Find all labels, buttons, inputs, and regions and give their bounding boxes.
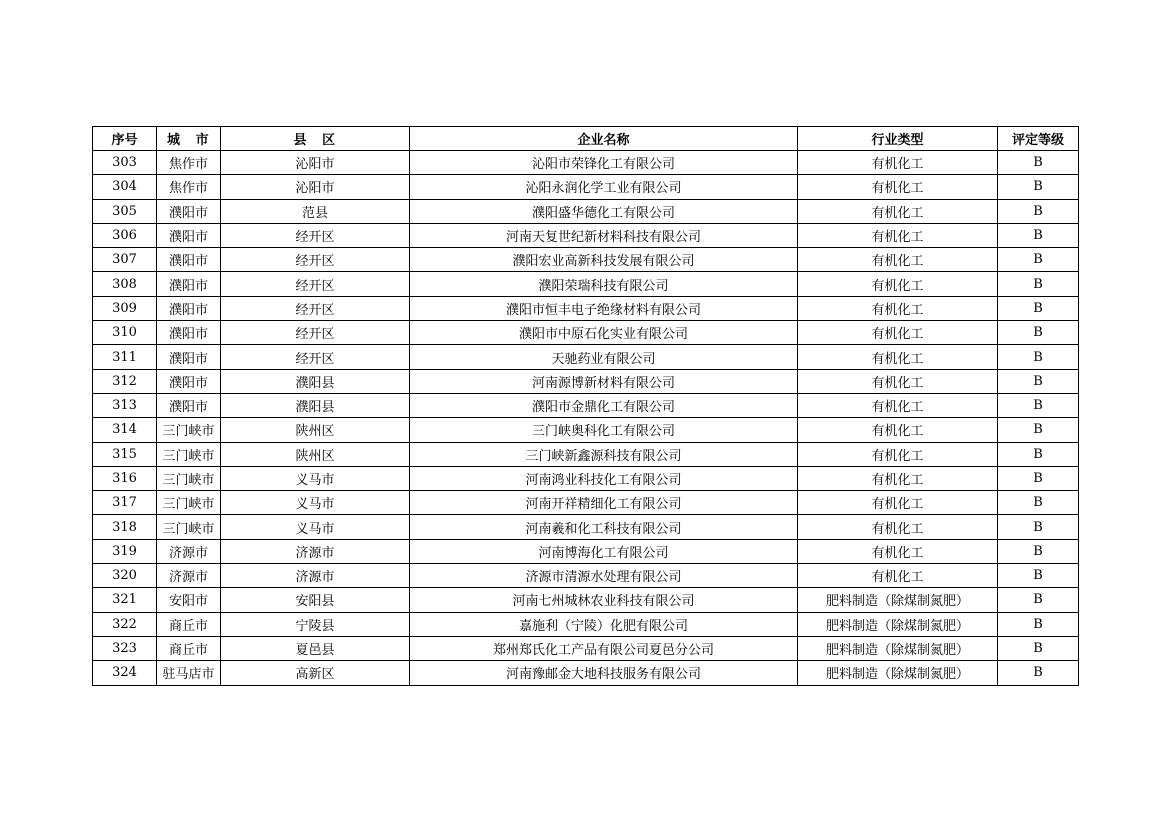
- cell-index: 317: [93, 491, 157, 515]
- cell-county: 经开区: [221, 321, 410, 345]
- cell-city: 驻马店市: [157, 661, 221, 685]
- enterprise-rating-table: [92, 126, 1079, 686]
- cell-industry-type: 有机化工: [798, 491, 998, 515]
- cell-county: 高新区: [221, 661, 410, 685]
- cell-rating-grade: B: [998, 296, 1079, 320]
- cell-county: 夏邑县: [221, 636, 410, 660]
- cell-county: 经开区: [221, 272, 410, 296]
- cell-rating-grade: B: [998, 588, 1079, 612]
- cell-industry-type: 有机化工: [798, 539, 998, 563]
- cell-company-name: 濮阳盛华德化工有限公司: [410, 199, 798, 223]
- header-row: [93, 127, 1079, 151]
- cell-index: 319: [93, 539, 157, 563]
- header-industry-type: 行业类型: [798, 127, 998, 151]
- cell-rating-grade: B: [998, 418, 1079, 442]
- cell-rating-grade: B: [998, 321, 1079, 345]
- table-row: [93, 442, 1079, 466]
- table-row: [93, 636, 1079, 660]
- cell-company-name: 河南鸿业科技化工有限公司: [410, 466, 798, 490]
- table-row: [93, 199, 1079, 223]
- cell-company-name: 河南天复世纪新材料科技有限公司: [410, 223, 798, 247]
- cell-company-name: 河南开祥精细化工有限公司: [410, 491, 798, 515]
- cell-index: 318: [93, 515, 157, 539]
- cell-company-name: 濮阳荣瑞科技有限公司: [410, 272, 798, 296]
- cell-company-name: 河南七州城林农业科技有限公司: [410, 588, 798, 612]
- cell-industry-type: 有机化工: [798, 321, 998, 345]
- cell-industry-type: 有机化工: [798, 418, 998, 442]
- cell-index: 324: [93, 661, 157, 685]
- cell-city: 濮阳市: [157, 296, 221, 320]
- header-rating-grade: 评定等级: [998, 127, 1079, 151]
- cell-rating-grade: B: [998, 151, 1079, 175]
- cell-company-name: 河南羲和化工科技有限公司: [410, 515, 798, 539]
- cell-industry-type: 有机化工: [798, 175, 998, 199]
- table-row: [93, 248, 1079, 272]
- cell-index: 304: [93, 175, 157, 199]
- cell-county: 经开区: [221, 345, 410, 369]
- cell-rating-grade: B: [998, 539, 1079, 563]
- cell-city: 三门峡市: [157, 466, 221, 490]
- cell-industry-type: 肥料制造（除煤制氮肥）: [798, 661, 998, 685]
- cell-index: 305: [93, 199, 157, 223]
- cell-city: 商丘市: [157, 612, 221, 636]
- cell-city: 濮阳市: [157, 272, 221, 296]
- cell-company-name: 沁阳市荣锋化工有限公司: [410, 151, 798, 175]
- cell-rating-grade: B: [998, 369, 1079, 393]
- table-row: [93, 369, 1079, 393]
- table-row: [93, 466, 1079, 490]
- cell-industry-type: 有机化工: [798, 296, 998, 320]
- cell-industry-type: 有机化工: [798, 345, 998, 369]
- table-row: [93, 393, 1079, 417]
- cell-industry-type: 肥料制造（除煤制氮肥）: [798, 612, 998, 636]
- cell-city: 济源市: [157, 539, 221, 563]
- table-row: [93, 296, 1079, 320]
- cell-company-name: 河南博海化工有限公司: [410, 539, 798, 563]
- cell-county: 济源市: [221, 539, 410, 563]
- cell-city: 濮阳市: [157, 248, 221, 272]
- cell-industry-type: 肥料制造（除煤制氮肥）: [798, 636, 998, 660]
- cell-company-name: 河南豫邮金大地科技服务有限公司: [410, 661, 798, 685]
- header-county: 县 区: [221, 127, 410, 151]
- cell-city: 商丘市: [157, 636, 221, 660]
- cell-city: 濮阳市: [157, 369, 221, 393]
- cell-company-name: 嘉施利（宁陵）化肥有限公司: [410, 612, 798, 636]
- cell-index: 322: [93, 612, 157, 636]
- cell-rating-grade: B: [998, 393, 1079, 417]
- cell-index: 311: [93, 345, 157, 369]
- cell-county: 经开区: [221, 296, 410, 320]
- cell-company-name: 沁阳永润化学工业有限公司: [410, 175, 798, 199]
- cell-company-name: 三门峡奥科化工有限公司: [410, 418, 798, 442]
- cell-city: 三门峡市: [157, 418, 221, 442]
- cell-index: 323: [93, 636, 157, 660]
- cell-city: 濮阳市: [157, 393, 221, 417]
- cell-county: 经开区: [221, 248, 410, 272]
- table-row: [93, 515, 1079, 539]
- cell-city: 濮阳市: [157, 223, 221, 247]
- cell-company-name: 济源市清源水处理有限公司: [410, 564, 798, 588]
- cell-county: 安阳县: [221, 588, 410, 612]
- cell-city: 濮阳市: [157, 199, 221, 223]
- cell-industry-type: 有机化工: [798, 466, 998, 490]
- cell-industry-type: 有机化工: [798, 223, 998, 247]
- table-row: [93, 175, 1079, 199]
- cell-index: 314: [93, 418, 157, 442]
- table-row: [93, 272, 1079, 296]
- cell-company-name: 三门峡新鑫源科技有限公司: [410, 442, 798, 466]
- cell-rating-grade: B: [998, 248, 1079, 272]
- cell-company-name: 濮阳市恒丰电子绝缘材料有限公司: [410, 296, 798, 320]
- table-row: [93, 418, 1079, 442]
- cell-industry-type: 有机化工: [798, 442, 998, 466]
- cell-county: 经开区: [221, 223, 410, 247]
- cell-city: 三门峡市: [157, 491, 221, 515]
- cell-index: 315: [93, 442, 157, 466]
- table-row: [93, 564, 1079, 588]
- cell-county: 义马市: [221, 515, 410, 539]
- cell-rating-grade: B: [998, 564, 1079, 588]
- cell-company-name: 濮阳宏业高新科技发展有限公司: [410, 248, 798, 272]
- cell-county: 陕州区: [221, 442, 410, 466]
- cell-index: 307: [93, 248, 157, 272]
- cell-industry-type: 有机化工: [798, 515, 998, 539]
- table-row: [93, 345, 1079, 369]
- cell-industry-type: 有机化工: [798, 199, 998, 223]
- cell-city: 三门峡市: [157, 442, 221, 466]
- cell-county: 濮阳县: [221, 393, 410, 417]
- cell-index: 303: [93, 151, 157, 175]
- cell-index: 312: [93, 369, 157, 393]
- table-row: [93, 491, 1079, 515]
- cell-city: 焦作市: [157, 151, 221, 175]
- table-header: [93, 127, 1079, 151]
- cell-rating-grade: B: [998, 612, 1079, 636]
- header-company-name: 企业名称: [410, 127, 798, 151]
- table-row: [93, 539, 1079, 563]
- cell-rating-grade: B: [998, 442, 1079, 466]
- cell-company-name: 河南源博新材料有限公司: [410, 369, 798, 393]
- cell-county: 济源市: [221, 564, 410, 588]
- table-row: [93, 151, 1079, 175]
- cell-index: 310: [93, 321, 157, 345]
- cell-industry-type: 有机化工: [798, 393, 998, 417]
- header-index: 序号: [93, 127, 157, 151]
- cell-index: 313: [93, 393, 157, 417]
- cell-rating-grade: B: [998, 661, 1079, 685]
- cell-county: 宁陵县: [221, 612, 410, 636]
- cell-industry-type: 有机化工: [798, 272, 998, 296]
- cell-company-name: 濮阳市金鼎化工有限公司: [410, 393, 798, 417]
- cell-city: 濮阳市: [157, 345, 221, 369]
- cell-city: 焦作市: [157, 175, 221, 199]
- cell-county: 陕州区: [221, 418, 410, 442]
- cell-rating-grade: B: [998, 491, 1079, 515]
- cell-industry-type: 有机化工: [798, 564, 998, 588]
- cell-index: 320: [93, 564, 157, 588]
- cell-company-name: 天驰药业有限公司: [410, 345, 798, 369]
- table-row: [93, 661, 1079, 685]
- cell-county: 义马市: [221, 491, 410, 515]
- cell-rating-grade: B: [998, 466, 1079, 490]
- table-row: [93, 321, 1079, 345]
- cell-county: 义马市: [221, 466, 410, 490]
- cell-county: 沁阳市: [221, 151, 410, 175]
- cell-rating-grade: B: [998, 272, 1079, 296]
- cell-industry-type: 有机化工: [798, 151, 998, 175]
- table-row: [93, 223, 1079, 247]
- header-city: 城 市: [157, 127, 221, 151]
- cell-county: 濮阳县: [221, 369, 410, 393]
- cell-city: 濮阳市: [157, 321, 221, 345]
- cell-index: 308: [93, 272, 157, 296]
- cell-company-name: 濮阳市中原石化实业有限公司: [410, 321, 798, 345]
- cell-rating-grade: B: [998, 199, 1079, 223]
- cell-city: 安阳市: [157, 588, 221, 612]
- cell-industry-type: 有机化工: [798, 248, 998, 272]
- cell-city: 三门峡市: [157, 515, 221, 539]
- cell-rating-grade: B: [998, 175, 1079, 199]
- cell-company-name: 郑州郑氏化工产品有限公司夏邑分公司: [410, 636, 798, 660]
- cell-industry-type: 有机化工: [798, 369, 998, 393]
- cell-rating-grade: B: [998, 636, 1079, 660]
- table-body: [93, 151, 1079, 686]
- cell-county: 沁阳市: [221, 175, 410, 199]
- cell-index: 321: [93, 588, 157, 612]
- cell-rating-grade: B: [998, 345, 1079, 369]
- cell-city: 济源市: [157, 564, 221, 588]
- table-row: [93, 588, 1079, 612]
- cell-index: 306: [93, 223, 157, 247]
- cell-rating-grade: B: [998, 515, 1079, 539]
- cell-index: 316: [93, 466, 157, 490]
- cell-industry-type: 肥料制造（除煤制氮肥）: [798, 588, 998, 612]
- cell-county: 范县: [221, 199, 410, 223]
- cell-rating-grade: B: [998, 223, 1079, 247]
- table-row: [93, 612, 1079, 636]
- cell-index: 309: [93, 296, 157, 320]
